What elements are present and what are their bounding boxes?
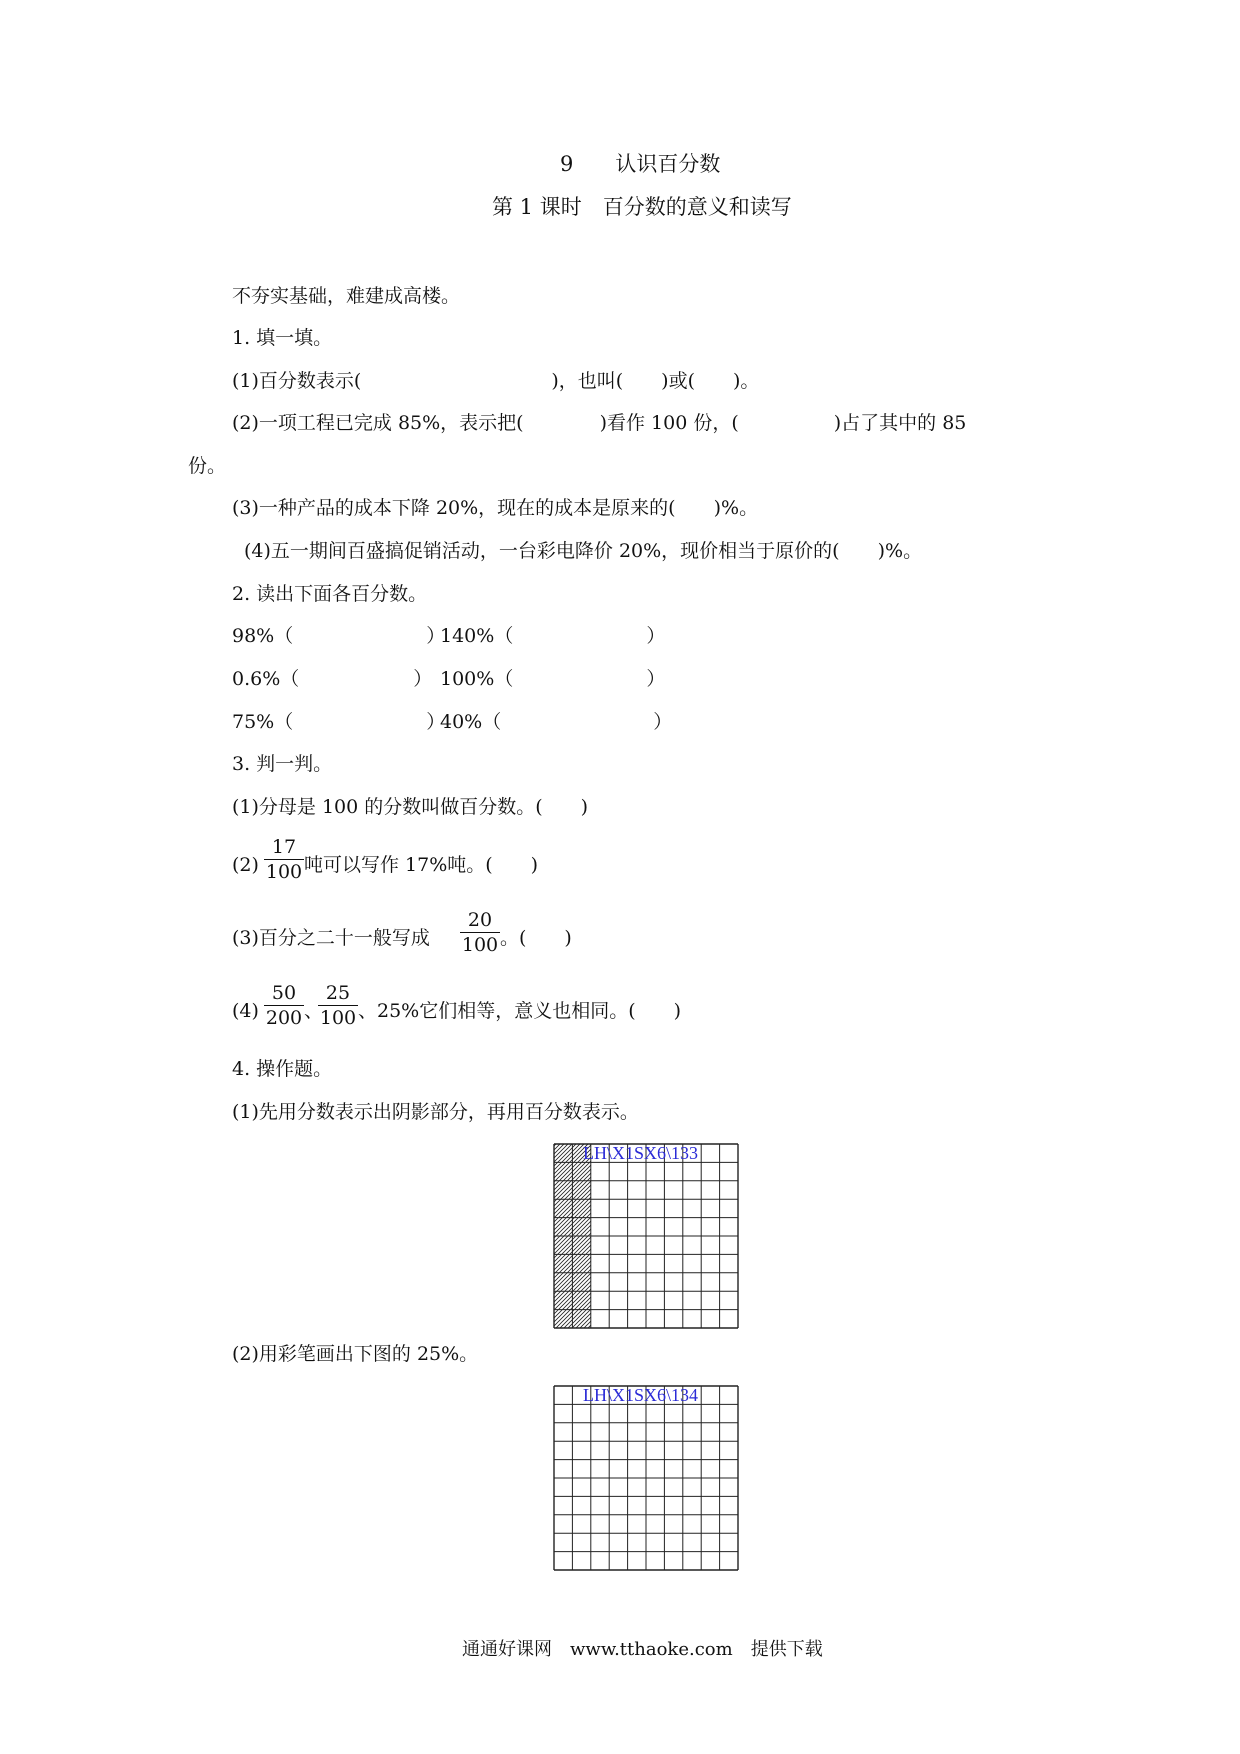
q1-item1: (1)百分数表示( )，也叫( )或( )。 xyxy=(232,370,760,392)
q2-heading: 2. 读出下面各百分数。 xyxy=(232,583,428,605)
lesson-title: 第 1 课时 百分数的意义和读写 xyxy=(492,195,792,219)
q2-row3-right: 40%（ ） xyxy=(440,711,673,733)
q4-item1: (1)先用分数表示出阴影部分，再用百分数表示。 xyxy=(232,1101,639,1123)
fraction-numerator: 50 xyxy=(271,982,297,1004)
q3-item2-suffix: 吨可以写作 17%吨。( ) xyxy=(304,854,539,876)
q3-item4-prefix: (4) xyxy=(232,1000,259,1022)
figure-tag: LH\X1SX6\133 xyxy=(583,1143,699,1163)
q3-item4-separator: 、 xyxy=(304,1000,324,1022)
fraction-17-100 xyxy=(264,836,304,883)
fraction-denominator: 100 xyxy=(461,934,499,956)
q4-item2: (2)用彩笔画出下图的 25%。 xyxy=(232,1343,479,1365)
q2-row2-right: 100%（ ） xyxy=(440,668,666,690)
shaded-hundred-grid xyxy=(553,1143,739,1329)
figure-tag: LH\X1SX6\134 xyxy=(583,1385,699,1405)
q1-item4: (4)五一期间百盛搞促销活动，一台彩电降价 20%，现价相当于原价的( )%。 xyxy=(244,540,923,562)
q1-item2-cont: 份。 xyxy=(188,455,227,477)
q1-item3: (3)一种产品的成本下降 20%，现在的成本是原来的( )%。 xyxy=(232,497,759,519)
q3-item1: (1)分母是 100 的分数叫做百分数。( ) xyxy=(232,796,589,818)
fraction-numerator: 25 xyxy=(325,982,351,1004)
q1-item2: (2)一项工程已完成 85%，表示把( )看作 100 份，( )占了其中的 85 xyxy=(232,412,967,434)
fraction-numerator: 17 xyxy=(271,836,297,858)
q3-item2-prefix: (2) xyxy=(232,854,259,876)
fraction-denominator: 100 xyxy=(265,861,303,883)
fraction-numerator: 20 xyxy=(467,909,493,931)
unit-title: 9 认识百分数 xyxy=(560,152,721,176)
fraction-denominator: 200 xyxy=(265,1007,303,1029)
q1-heading: 1. 填一填。 xyxy=(232,327,333,349)
q3-item4-suffix: 、25%它们相等，意义也相同。( ) xyxy=(358,1000,682,1022)
q2-row1-left: 98%（ ） xyxy=(232,625,446,647)
intro-motto: 不夯实基础，难建成高楼。 xyxy=(232,285,461,307)
fraction-denominator: 100 xyxy=(319,1007,357,1029)
q2-row1-right: 140%（ ） xyxy=(440,625,666,647)
q2-row3-left: 75%（ ） xyxy=(232,711,446,733)
fraction-25-100 xyxy=(318,982,358,1029)
q2-row2-left: 0.6%（ ） xyxy=(232,668,433,690)
q3-item3-prefix: (3)百分之二十一般写成 xyxy=(232,927,430,949)
page-footer: 通通好课网 www.tthaoke.com 提供下载 xyxy=(462,1639,823,1660)
q4-heading: 4. 操作题。 xyxy=(232,1058,333,1080)
fraction-20-100 xyxy=(460,909,500,956)
fraction-50-200 xyxy=(264,982,304,1029)
q3-item3-suffix: 。( ) xyxy=(500,927,572,949)
blank-hundred-grid[interactable] xyxy=(553,1385,739,1571)
q3-heading: 3. 判一判。 xyxy=(232,753,333,775)
